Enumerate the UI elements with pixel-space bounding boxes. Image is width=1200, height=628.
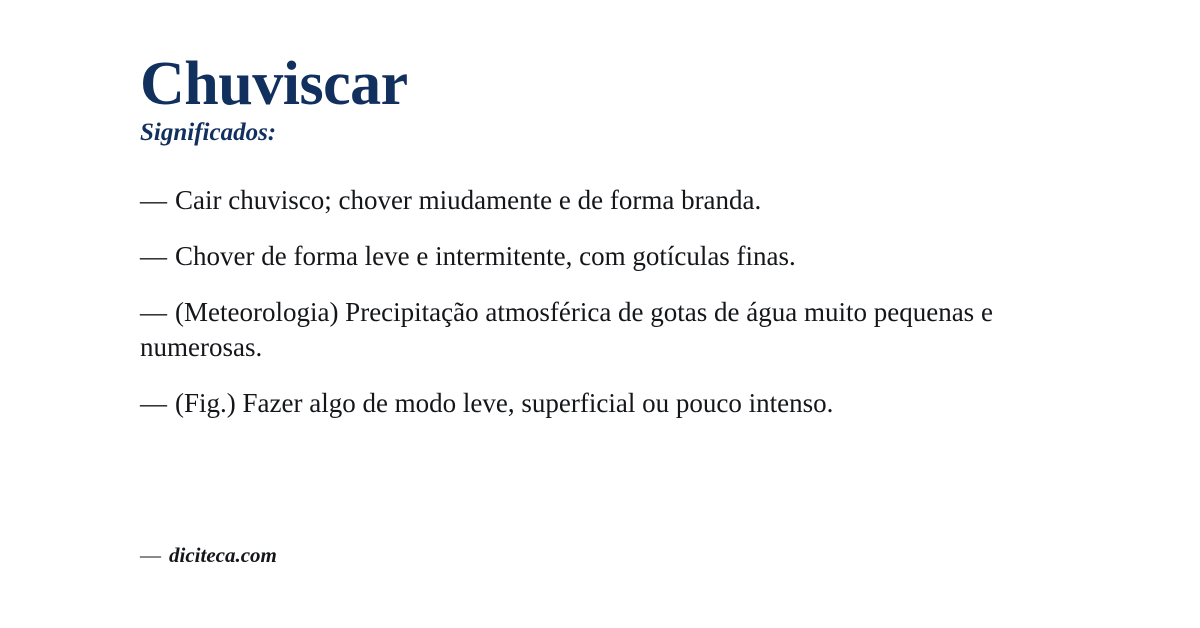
list-item xyxy=(140,183,1060,218)
meaning-text: (Meteorologia) Precipitação atmosférica de gotas de água muito pequenas e numerosas. xyxy=(140,297,993,363)
em-dash-marker: — xyxy=(140,185,167,216)
list-item xyxy=(140,239,1060,274)
meaning-text: (Fig.) Fazer algo de modo leve, superficial ou pouco intenso. xyxy=(175,388,834,419)
meaning-text: Chover de forma leve e intermitente, com gotículas finas. xyxy=(175,241,796,272)
em-dash-marker: — xyxy=(140,241,167,272)
source-attribution xyxy=(140,543,277,568)
em-dash-marker: — xyxy=(140,543,161,567)
em-dash-marker: — xyxy=(140,388,167,419)
source-label: diciteca.com xyxy=(169,543,277,567)
meanings-heading: Significados: xyxy=(140,119,277,147)
em-dash-marker: — xyxy=(140,297,167,328)
list-item xyxy=(140,386,1060,421)
meanings-list xyxy=(140,183,1080,421)
meaning-text: Cair chuvisco; chover miudamente e de forma branda. xyxy=(175,185,762,216)
list-item xyxy=(140,295,1060,365)
page-title: Chuviscar xyxy=(140,50,408,118)
